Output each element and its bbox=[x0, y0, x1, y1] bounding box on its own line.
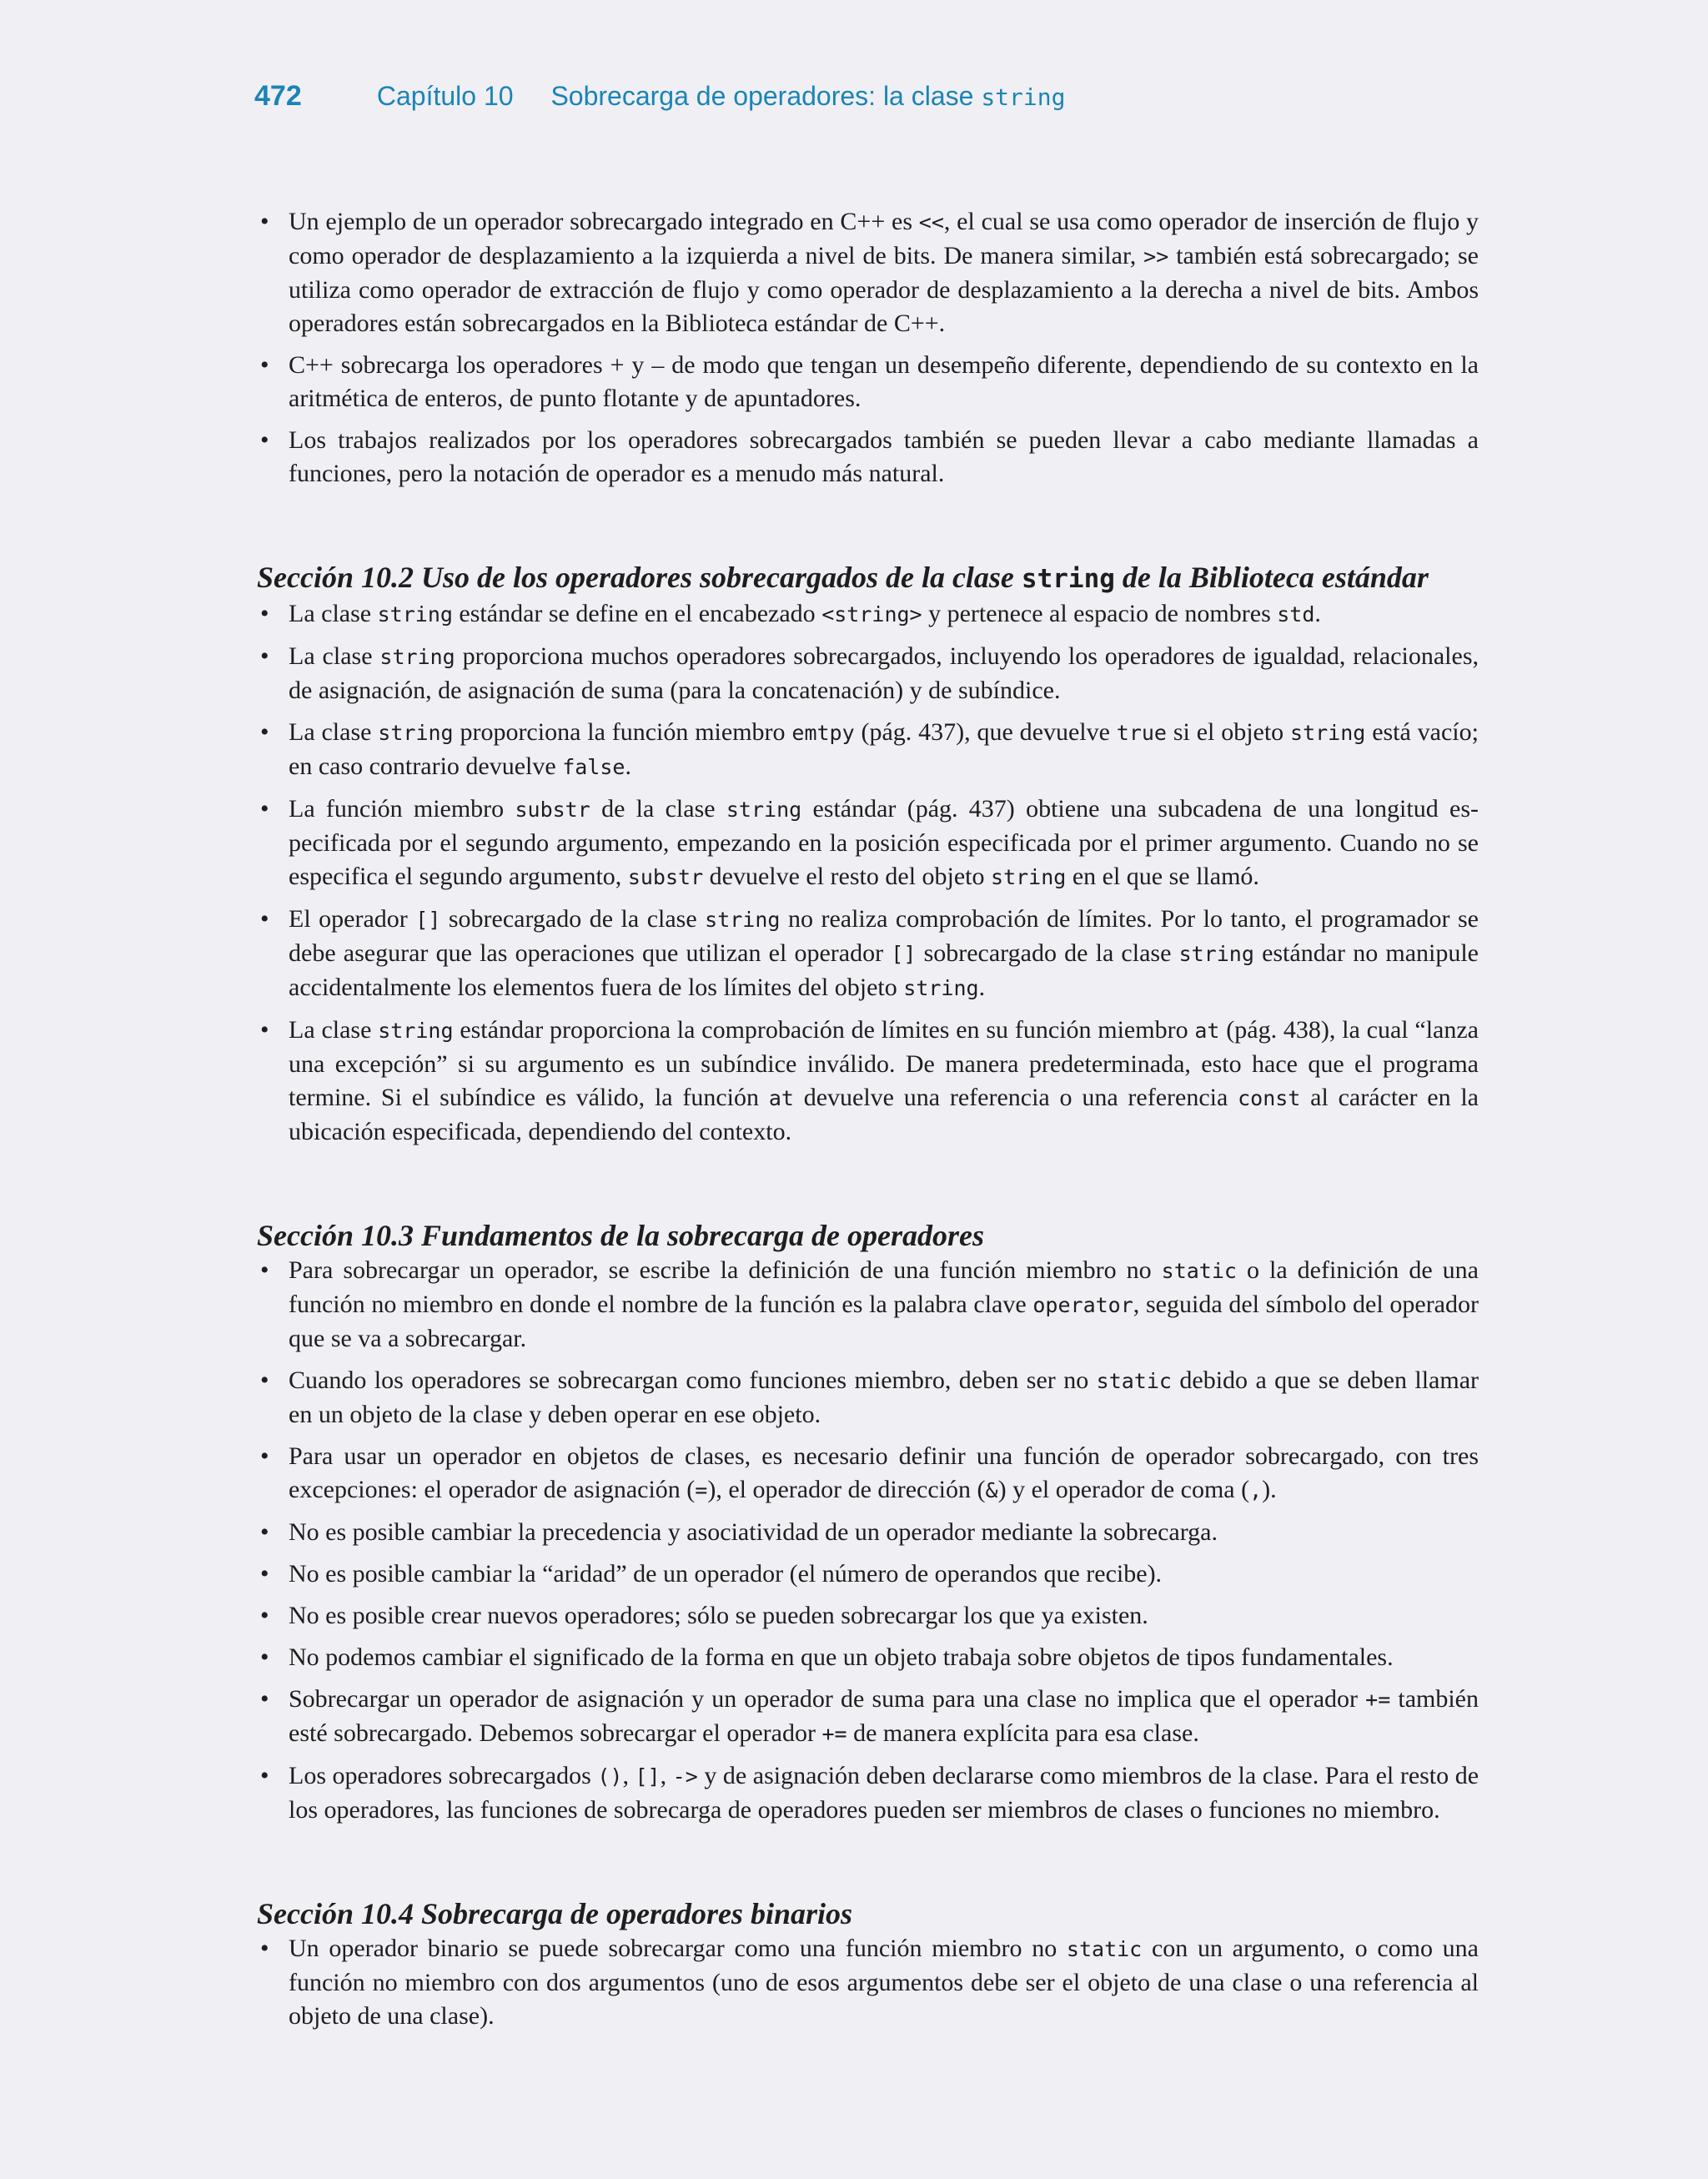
text-run: Un ejemplo de un operador sobrecargado integrado en C++ es bbox=[289, 208, 919, 235]
text-run: , bbox=[622, 1762, 635, 1789]
list-item bbox=[257, 1014, 1479, 1149]
inline-code: static bbox=[1066, 1937, 1143, 1961]
inline-code: static bbox=[1096, 1369, 1172, 1393]
text-run: La función miembro bbox=[289, 795, 515, 823]
list-item bbox=[257, 1516, 1479, 1549]
running-header bbox=[254, 80, 1065, 113]
bullet-icon: • bbox=[260, 1016, 269, 1044]
inline-code: string bbox=[378, 1019, 454, 1043]
text-run: sobrecargado de la clase bbox=[440, 905, 706, 933]
list-item bbox=[257, 349, 1479, 415]
bullet-icon: • bbox=[260, 1762, 269, 1789]
section bbox=[257, 205, 1479, 491]
inline-code: string bbox=[903, 976, 979, 1000]
text-run: La clase bbox=[289, 718, 379, 746]
text-run: estándar proporciona la comprobación de límites en su función miembro bbox=[453, 1016, 1195, 1044]
inline-code: static bbox=[1161, 1259, 1237, 1283]
text-run: debido a que se deben llamar en un objeto de la clase y deben operar en ese objeto. bbox=[289, 1366, 1479, 1428]
inline-code: string bbox=[378, 721, 454, 745]
text-run: con un argumento, o como una función no miembro con dos argumentos (uno de esos argumentos debe ser el objeto de una clase o una referencia al objeto de una clase). bbox=[289, 1935, 1479, 2030]
text-run: devuelve una referencia o una referencia bbox=[793, 1084, 1238, 1111]
text-run: está vacío; en caso contrario devuelve bbox=[289, 718, 1479, 780]
bullet-list bbox=[257, 205, 1479, 491]
inline-code: false bbox=[562, 755, 625, 779]
text-run: C++ sobrecarga los operadores + y – de modo que tengan un desempeño diferente, dependiendo de su contexto en la aritmética de enteros, de punto flotante y de apuntadores. bbox=[289, 351, 1479, 412]
bullet-icon: • bbox=[260, 1366, 269, 1394]
inline-code: operator bbox=[1032, 1293, 1133, 1317]
inline-code: string bbox=[379, 645, 455, 669]
page-number: 472 bbox=[254, 80, 302, 112]
inline-code: += bbox=[1365, 1688, 1391, 1712]
bullet-icon: • bbox=[260, 1602, 269, 1629]
text-run: Para sobrecargar un operador, se escribe la definición de una función miembro no bbox=[289, 1256, 1162, 1284]
inline-code: string bbox=[726, 798, 802, 822]
bullet-icon: • bbox=[260, 1442, 269, 1470]
list-item bbox=[257, 793, 1479, 894]
text-run: (pág. 438), la cual “lanza una excepción” si su argumento es un subíndice inválido. De manera predeterminada, esto hace que el programa termine. Si el subíndice es válido, la función bbox=[289, 1016, 1479, 1111]
bullet-icon: • bbox=[260, 1560, 269, 1588]
bullet-list bbox=[257, 597, 1479, 1149]
inline-code: substr bbox=[515, 798, 590, 822]
text-run: , seguida del símbolo del operador que se va a sobrecargar. bbox=[289, 1291, 1479, 1352]
text-run: también esté sobrecargado. Debemos sobrecargar el operador bbox=[289, 1685, 1479, 1747]
section bbox=[257, 1897, 1479, 2033]
list-item bbox=[257, 1364, 1479, 1432]
text-run: no realiza comprobación de límites. Por lo tanto, el programador se debe asegurar que las operaciones que utilizan el operador bbox=[289, 905, 1479, 967]
text-run: estándar (pág. 437) obtiene una subcadena de una longitud especificada por el segundo argumento, empezando en la posición especificada por el primer argumento. Cuando no se especifica el segundo argumento, bbox=[289, 795, 1479, 890]
inline-code: () bbox=[597, 1764, 623, 1789]
text-run: Sección 10.4 Sobrecarga de operadores binarios bbox=[257, 1897, 852, 1930]
text-run: Los trabajos realizados por los operadores sobrecargados también se pueden llevar a cabo mediante llamadas a funciones, pero la notación de operador es a menudo más natural. bbox=[289, 426, 1479, 487]
inline-code: [] bbox=[891, 942, 917, 966]
text-run: Un operador binario se puede sobrecargar como una función miembro no bbox=[289, 1935, 1067, 1962]
inline-code: [] bbox=[415, 908, 441, 932]
list-item bbox=[257, 1683, 1479, 1751]
inline-code: string bbox=[991, 865, 1067, 889]
list-item bbox=[257, 1558, 1479, 1591]
text-run: y pertenece al espacio de nombres bbox=[922, 600, 1278, 627]
inline-code: const bbox=[1238, 1086, 1301, 1110]
bullet-icon: • bbox=[260, 795, 269, 823]
text-run: , el cual se usa como operador de inserción de flujo y como operador de desplazamiento a la izquierda a nivel de bits. De manera similar, bbox=[289, 208, 1479, 269]
inline-code: [] bbox=[635, 1764, 661, 1789]
text-run: No es posible crear nuevos operadores; sólo se pueden sobrecargar los que ya existen. bbox=[289, 1602, 1148, 1629]
text-run: sobrecargado de la clase bbox=[916, 939, 1179, 967]
inline-code: substr bbox=[627, 865, 704, 889]
list-item bbox=[257, 205, 1479, 340]
list-item bbox=[257, 1759, 1479, 1827]
section bbox=[257, 561, 1479, 1149]
text-run: Sección 10.3 Fundamentos de la sobrecarga de operadores bbox=[257, 1219, 984, 1252]
chapter-title-code: string bbox=[981, 83, 1066, 111]
inline-code: << bbox=[918, 210, 944, 234]
text-run: al carácter en la ubicación especificada, dependiendo del contexto. bbox=[289, 1084, 1479, 1145]
text-run: La clase bbox=[289, 642, 380, 670]
list-item bbox=[257, 1599, 1479, 1633]
text-run: estándar no manipule accidentalmente los elementos fuera de los límites del objeto bbox=[289, 939, 1479, 1001]
text-run: también está sobrecargado; se utiliza como operador de extracción de flujo y como operador de desplazamiento a la derecha a nivel de bits. Ambos operadores están sobrecargados en la Biblioteca estándar de C++. bbox=[289, 242, 1479, 337]
text-run: estándar se define en el encabezado bbox=[452, 600, 822, 627]
inline-code: += bbox=[821, 1722, 847, 1746]
list-item bbox=[257, 1254, 1479, 1356]
text-run: proporciona muchos operadores sobrecargados, incluyendo los operadores de igualdad, relacionales, de asignación, de asignación de suma (para la concatenación) y de subíndice. bbox=[289, 642, 1479, 704]
text-run: y de asignación deben declararse como miembros de la clase. Para el resto de los operadores, las funciones de sobrecarga de operadores pueden ser miembros de clases o funciones no miembro. bbox=[289, 1762, 1479, 1824]
section-title bbox=[257, 561, 1479, 596]
section-title bbox=[257, 1219, 1479, 1252]
bullet-icon: • bbox=[260, 351, 269, 379]
inline-code: true bbox=[1116, 721, 1167, 745]
bullet-icon: • bbox=[260, 905, 269, 933]
text-run: . bbox=[625, 752, 631, 780]
bullet-icon: • bbox=[260, 1685, 269, 1713]
list-item bbox=[257, 424, 1479, 491]
bullet-icon: • bbox=[260, 426, 269, 454]
text-run: . bbox=[978, 974, 986, 1001]
inline-code: -> bbox=[672, 1764, 698, 1789]
text-run: Sobrecargar un operador de asignación y un operador de suma para una clase no implica que el operador bbox=[289, 1685, 1366, 1713]
text-run: Sección 10.2 Uso de los operadores sobrecargados de la clase bbox=[257, 561, 1022, 594]
bullet-icon: • bbox=[260, 1643, 269, 1671]
bullet-icon: • bbox=[260, 600, 269, 627]
list-item bbox=[257, 1932, 1479, 2033]
text-run: Para usar un operador en objetos de clases, es necesario definir una función de operador sobrecargado, con tres excepciones: el operador de asignación ( bbox=[289, 1442, 1479, 1503]
list-item bbox=[257, 640, 1479, 707]
text-run: No es posible cambiar la precedencia y asociatividad de un operador mediante la sobrecarga. bbox=[289, 1518, 1218, 1546]
inline-code: >> bbox=[1143, 244, 1169, 269]
text-run: No podemos cambiar el significado de la forma en que un objeto trabaja sobre objetos de tipos fundamentales. bbox=[289, 1643, 1394, 1671]
text-run: ) y el operador de coma ( bbox=[997, 1476, 1250, 1503]
bullet-list bbox=[257, 1932, 1479, 2033]
text-run: devuelve el resto del objeto bbox=[703, 863, 992, 890]
inline-code: string bbox=[1021, 564, 1115, 594]
inline-code: <string> bbox=[821, 602, 922, 627]
text-run: . bbox=[1314, 600, 1321, 627]
text-run: La clase bbox=[289, 1016, 379, 1044]
text-run: , bbox=[660, 1762, 673, 1789]
section-title bbox=[257, 1897, 1479, 1930]
list-item bbox=[257, 597, 1479, 632]
text-run: Los operadores sobrecargados bbox=[289, 1762, 598, 1789]
inline-code: emtpy bbox=[791, 721, 855, 745]
bullet-icon: • bbox=[260, 642, 269, 670]
text-run: La clase bbox=[289, 600, 378, 627]
inline-code: string bbox=[377, 602, 453, 627]
text-run: (pág. 437), que devuelve bbox=[854, 718, 1117, 746]
text-run: o la definición de una función no miembro en donde el nombre de la función es la palabra clave bbox=[289, 1256, 1479, 1318]
text-run: de la clase bbox=[590, 795, 726, 823]
inline-code: , bbox=[1249, 1478, 1263, 1502]
bullet-icon: • bbox=[260, 1518, 269, 1546]
bullet-icon: • bbox=[260, 1256, 269, 1284]
bullet-icon: • bbox=[260, 718, 269, 746]
text-run: proporciona la función miembro bbox=[453, 718, 792, 746]
list-item bbox=[257, 1641, 1479, 1674]
bullet-icon: • bbox=[260, 208, 269, 235]
text-run: de manera explícita para esa clase. bbox=[846, 1719, 1199, 1747]
text-run: Cuando los operadores se sobrecargan como funciones miembro, deben ser no bbox=[289, 1366, 1097, 1394]
text-run: ), el operador de dirección ( bbox=[707, 1476, 986, 1503]
page-body bbox=[257, 205, 1479, 2103]
inline-code: string bbox=[1290, 721, 1366, 745]
list-item bbox=[257, 716, 1479, 784]
inline-code: std bbox=[1277, 602, 1315, 627]
inline-code: at bbox=[768, 1086, 794, 1110]
bullet-list bbox=[257, 1254, 1479, 1827]
text-run: de la Biblioteca estándar bbox=[1114, 561, 1429, 594]
inline-code: = bbox=[695, 1478, 708, 1502]
text-run: No es posible cambiar la “aridad” de un operador (el número de operandos que recibe). bbox=[289, 1560, 1163, 1588]
section bbox=[257, 1219, 1479, 1827]
inline-code: & bbox=[985, 1478, 998, 1502]
text-run: si el objeto bbox=[1167, 718, 1291, 746]
inline-code: string bbox=[1178, 942, 1254, 966]
text-run: en el que se llamó. bbox=[1066, 863, 1259, 890]
inline-code: string bbox=[705, 908, 781, 932]
bullet-icon: • bbox=[260, 1935, 269, 1962]
list-item bbox=[257, 903, 1479, 1005]
text-run: El operador bbox=[289, 905, 416, 933]
inline-code: at bbox=[1194, 1019, 1220, 1043]
chapter-title: Sobrecarga de operadores: la clase bbox=[550, 81, 974, 111]
chapter-label: Capítulo 10 bbox=[376, 81, 514, 111]
text-run: ). bbox=[1262, 1476, 1277, 1503]
list-item bbox=[257, 1440, 1479, 1507]
